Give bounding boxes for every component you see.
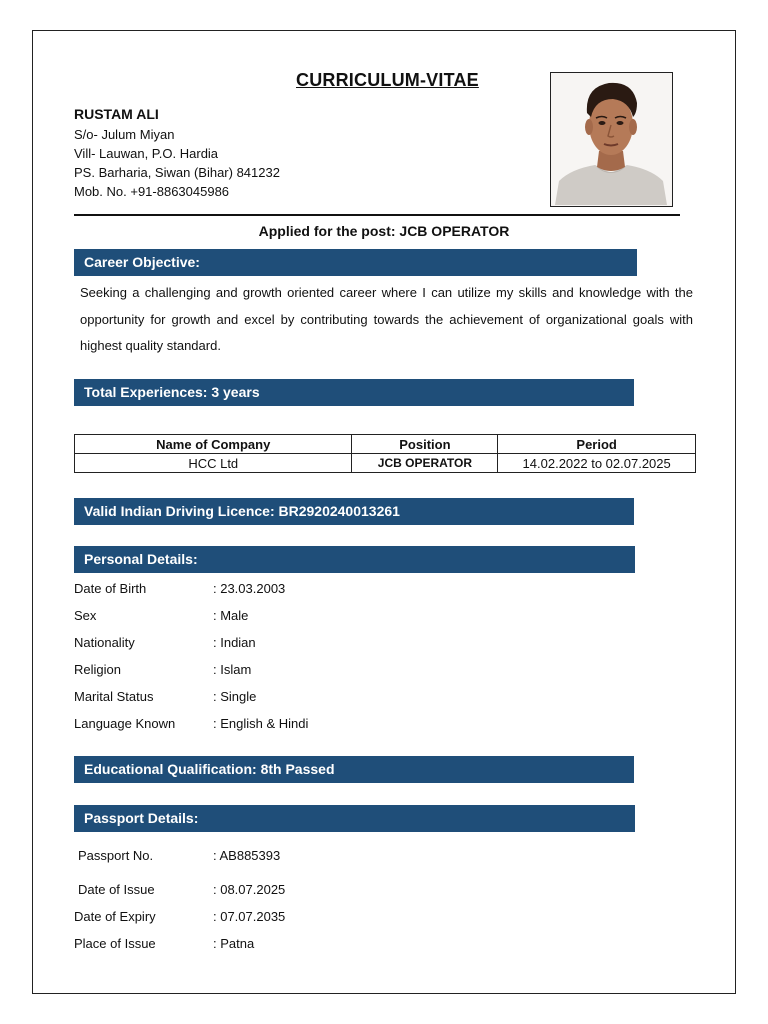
field-label: Language Known [74,716,176,731]
field-value: : 23.03.2003 [213,581,286,596]
table-header-row [75,435,696,454]
career-objective-text: Seeking a challenging and growth oriented career where I can utilize my skills and knowledge with the opportunity for growth and excel by contributing towards the achievement of organizational goals with highest quality standard. [80,285,693,353]
profile-photo [550,72,673,207]
field-value: : Islam [213,662,252,677]
section-header-education: Educational Qualification: 8th Passed [74,756,634,783]
period-cell: 14.02.2022 to 02.07.2025 [498,454,696,473]
field-label: Date of Birth [74,581,147,596]
column-header: Period [498,435,696,454]
field-value: : Male [213,608,249,623]
field-label: Sex [74,608,97,623]
field-value: : Patna [213,936,255,951]
field-label: Date of Expiry [74,909,156,924]
section-header-passport: Passport Details: [74,805,635,832]
section-header-career-objective: Career Objective: [74,249,637,276]
field-label: Nationality [74,635,135,650]
document-title: CURRICULUM-VITAE [296,70,479,90]
company-cell: HCC Ltd [75,454,352,473]
field-label: Passport No. [78,848,154,863]
applied-post: Applied for the post: JCB OPERATOR [258,223,510,239]
field-label: Religion [74,662,121,677]
field-label: Place of Issue [74,936,156,951]
field-label: Marital Status [74,689,154,704]
candidate-name: RUSTAM ALI [74,106,159,122]
table-row [75,454,696,473]
experience-table [74,434,696,473]
field-label: Date of Issue [78,882,155,897]
portrait-image [551,73,671,205]
field-value: : AB885393 [213,848,281,863]
address-line: Vill- Lauwan, P.O. Hardia [74,146,219,161]
address-line: PS. Barharia, Siwan (Bihar) 841232 [74,165,280,180]
field-value: : 08.07.2025 [213,882,286,897]
field-value: : 07.07.2035 [213,909,286,924]
field-value: : Single [213,689,257,704]
header-divider [74,214,680,216]
section-header-licence: Valid Indian Driving Licence: BR2920240013261 [74,498,634,525]
mobile-number: Mob. No. +91-8863045986 [74,184,230,199]
column-header: Position [352,435,498,454]
address-line: S/o- Julum Miyan [74,127,175,142]
section-header-experience: Total Experiences: 3 years [74,379,634,406]
field-value: : English & Hindi [213,716,309,731]
position-cell: JCB OPERATOR [352,454,498,473]
field-value: : Indian [213,635,256,650]
column-header: Name of Company [75,435,352,454]
section-header-personal: Personal Details: [74,546,635,573]
